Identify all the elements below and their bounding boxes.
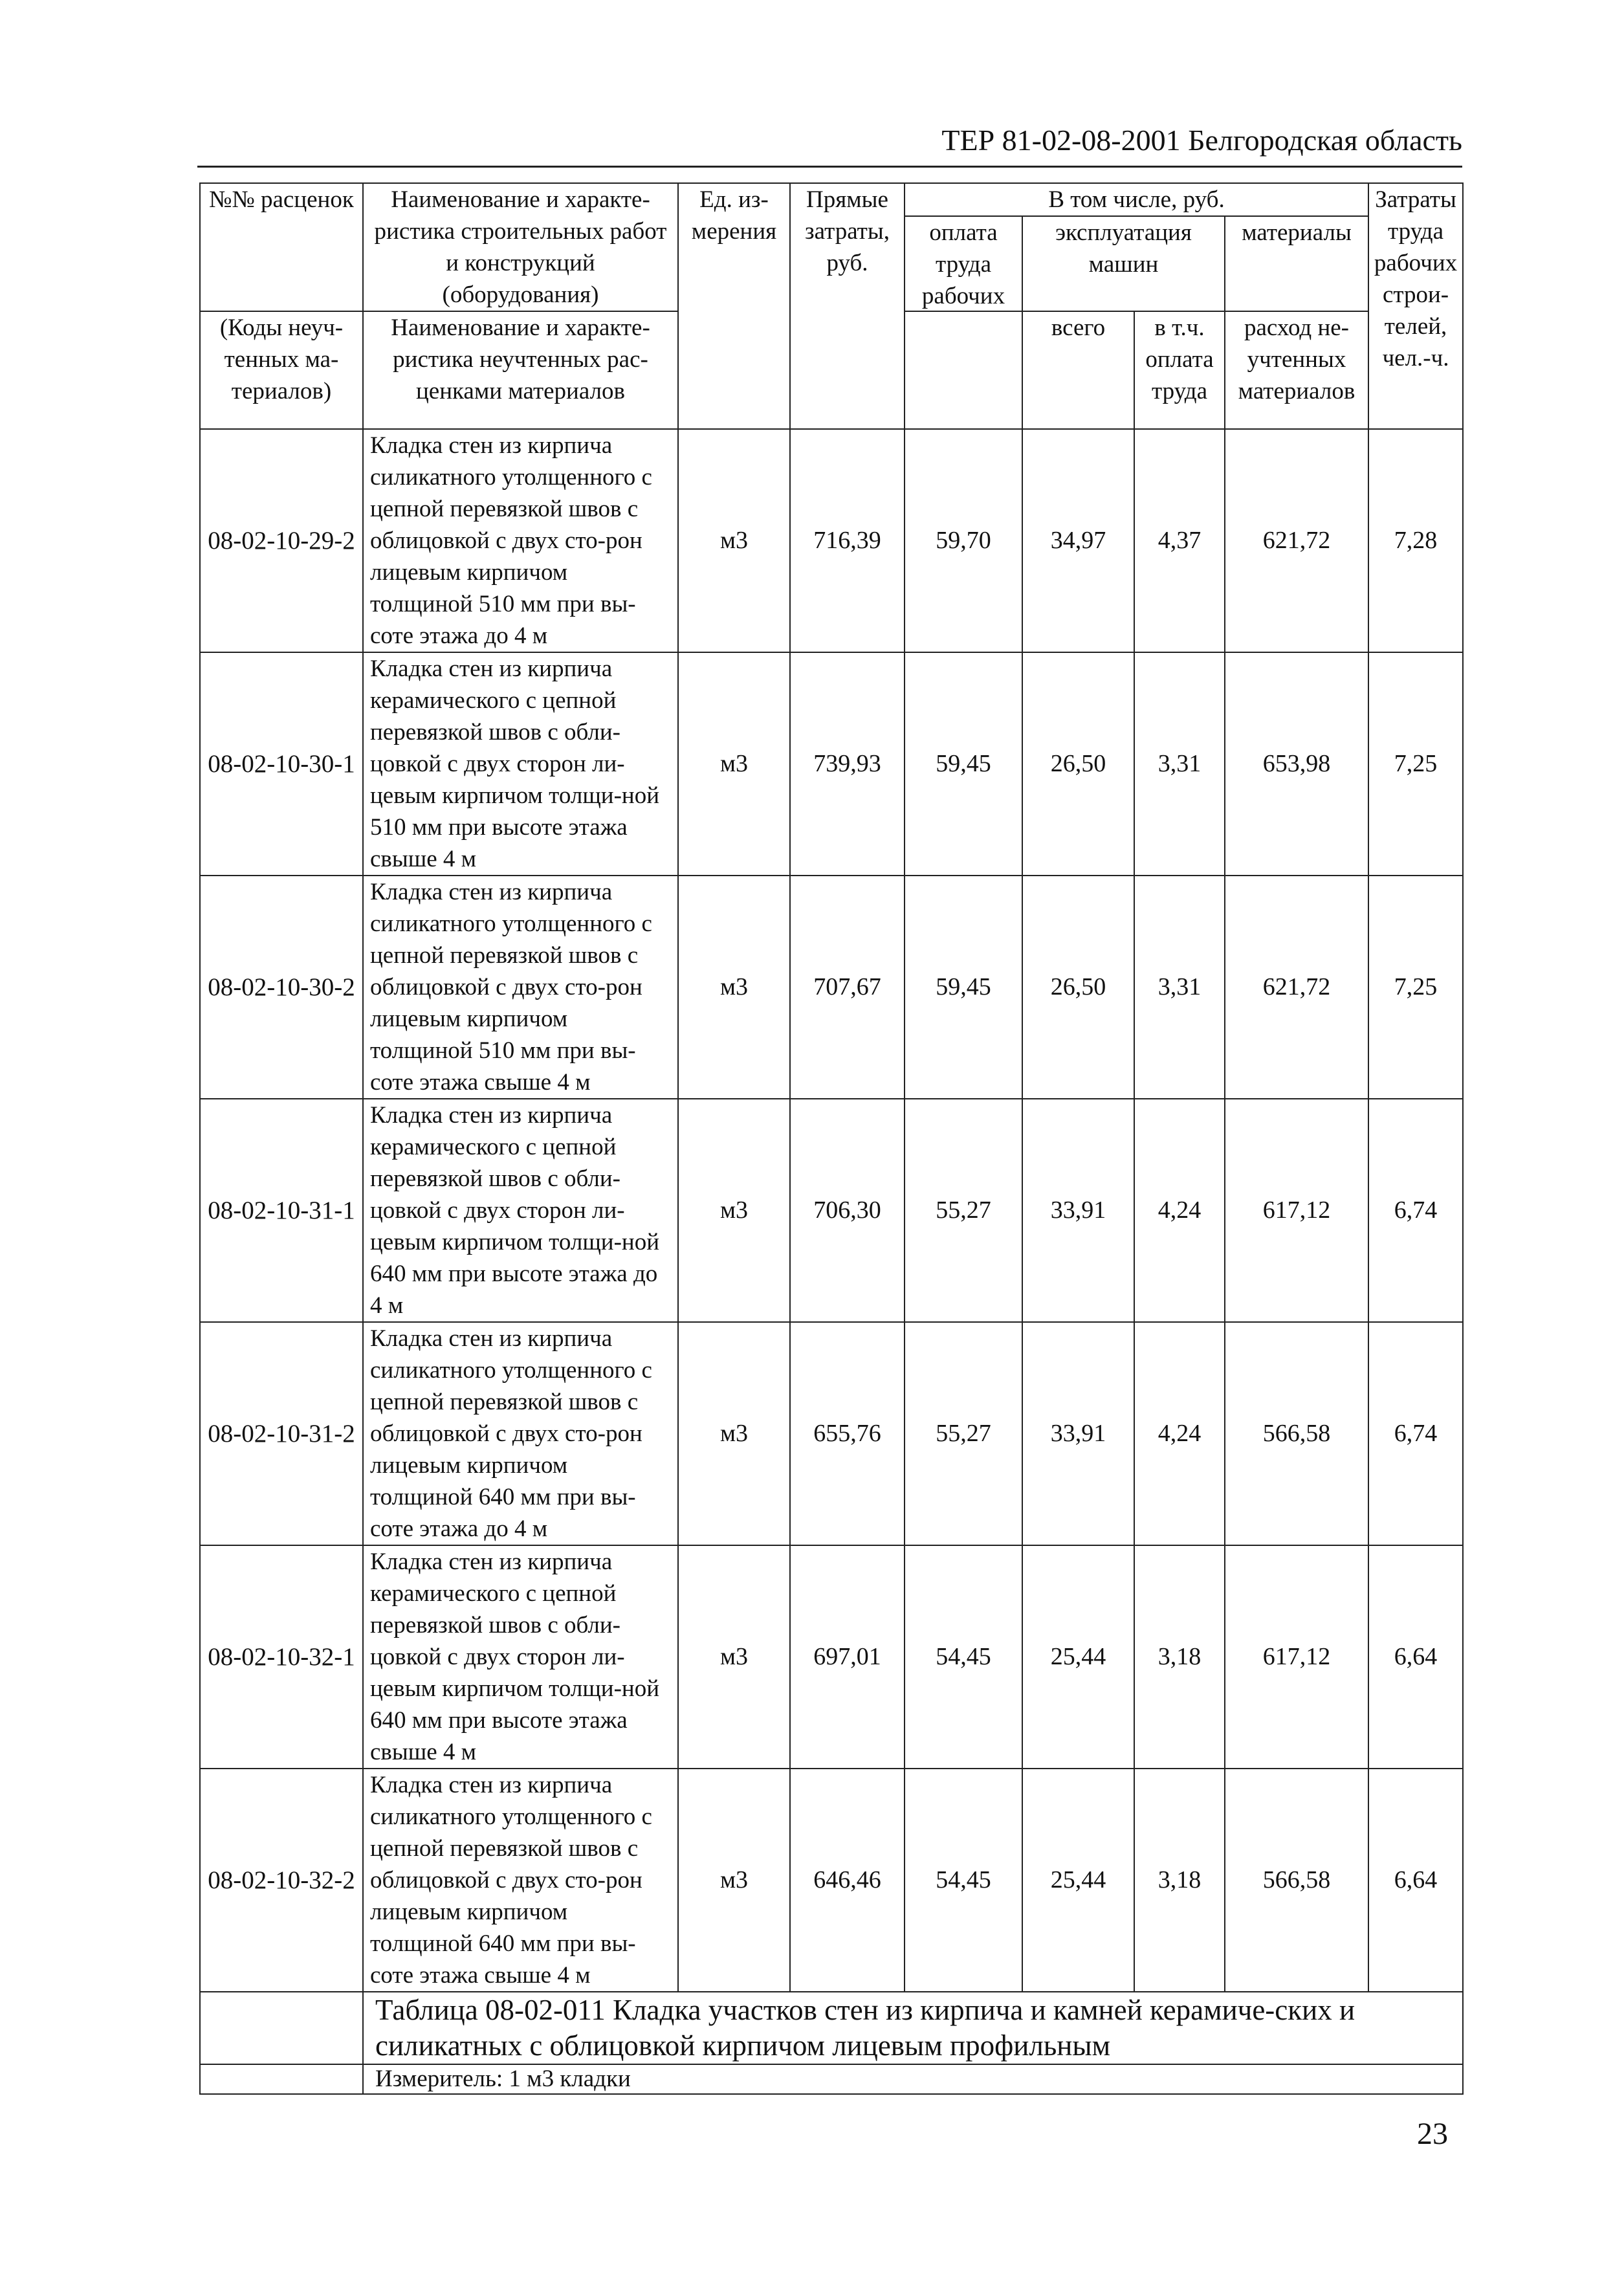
unit-value: м3 [678, 1322, 790, 1545]
machines-labor-pay: 4,37 [1134, 429, 1225, 652]
labor-cost: 6,64 [1368, 1545, 1463, 1769]
table-row [200, 652, 1463, 876]
labor-pay: 55,27 [905, 1322, 1022, 1545]
machines-labor-pay: 4,24 [1134, 1322, 1225, 1545]
section-title: Таблица 08-02-011 Кладка участков стен из кирпича и камней керамиче-ских и силикатных с облицовкой кирпичом лицевым профильным [363, 1992, 1463, 2064]
header-code-bottom: (Коды неуч-тенных ма-териалов) [200, 311, 363, 429]
materials-cost: 653,98 [1225, 652, 1368, 876]
unit-value: м3 [678, 1545, 790, 1769]
measure-unit: Измеритель: 1 м3 кладки [363, 2064, 1463, 2094]
work-description: Кладка стен из кирпича силикатного утолщенного с цепной перевязкой швов с облицовкой с двух сто-рон лицевым кирпичом толщиной 640 мм при вы-соте этажа свыше 4 м [363, 1769, 678, 1992]
header-direct-costs: Прямые затраты, руб. [790, 183, 905, 429]
labor-pay: 59,45 [905, 652, 1022, 876]
direct-cost: 739,93 [790, 652, 905, 876]
rate-code: 08-02-10-31-2 [200, 1322, 363, 1545]
labor-cost: 6,74 [1368, 1099, 1463, 1322]
labor-cost: 7,28 [1368, 429, 1463, 652]
rate-code: 08-02-10-30-2 [200, 876, 363, 1099]
work-description: Кладка стен из кирпича силикатного утолщенного с цепной перевязкой швов с облицовкой с двух сто-рон лицевым кирпичом толщиной 510 мм при вы-соте этажа до 4 м [363, 429, 678, 652]
header-rule [197, 166, 1462, 168]
machines-total: 34,97 [1022, 429, 1134, 652]
work-description: Кладка стен из кирпича керамического с цепной перевязкой швов с обли-цовкой с двух сторон ли-цевым кирпичом толщи-ной 640 мм при высоте этажа свыше 4 м [363, 1545, 678, 1769]
rate-code: 08-02-10-31-1 [200, 1099, 363, 1322]
table-row [200, 1769, 1463, 1992]
labor-cost: 6,74 [1368, 1322, 1463, 1545]
header-name-bottom: Наименование и характе-ристика неучтенных рас-ценками материалов [363, 311, 678, 429]
materials-cost: 621,72 [1225, 876, 1368, 1099]
document-header: ТЕР 81-02-08-2001 Белгородская область [941, 124, 1462, 157]
price-table [199, 182, 1464, 2095]
table-row [200, 1545, 1463, 1769]
header-materials-extra: расход не-учтенных материалов [1225, 311, 1368, 429]
direct-cost: 716,39 [790, 429, 905, 652]
machines-labor-pay: 3,31 [1134, 652, 1225, 876]
machines-total: 26,50 [1022, 652, 1134, 876]
header-unit: Ед. из-мерения [678, 183, 790, 429]
machines-total: 33,91 [1022, 1099, 1134, 1322]
unit-value: м3 [678, 1099, 790, 1322]
rate-code: 08-02-10-32-1 [200, 1545, 363, 1769]
work-description: Кладка стен из кирпича силикатного утолщенного с цепной перевязкой швов с облицовкой с двух сто-рон лицевым кирпичом толщиной 640 мм при вы-соте этажа до 4 м [363, 1322, 678, 1545]
materials-cost: 566,58 [1225, 1769, 1368, 1992]
machines-total: 26,50 [1022, 876, 1134, 1099]
unit-value: м3 [678, 876, 790, 1099]
direct-cost: 655,76 [790, 1322, 905, 1545]
header-code-top: №№ расценок [200, 183, 363, 311]
unit-value: м3 [678, 429, 790, 652]
machines-labor-pay: 3,18 [1134, 1545, 1225, 1769]
labor-cost: 7,25 [1368, 652, 1463, 876]
table-row [200, 1322, 1463, 1545]
labor-pay: 54,45 [905, 1769, 1022, 1992]
header-machines: эксплуатация машин [1023, 217, 1225, 311]
labor-pay: 54,45 [905, 1545, 1022, 1769]
header-machines-labor: в т.ч. оплата труда [1134, 311, 1225, 429]
materials-cost: 566,58 [1225, 1322, 1368, 1545]
direct-cost: 646,46 [790, 1769, 905, 1992]
table-row [200, 429, 1463, 652]
header-name-top: Наименование и характе-ристика строительных работ и конструкций (оборудования) [363, 183, 678, 311]
materials-cost: 617,12 [1225, 1099, 1368, 1322]
rate-code: 08-02-10-30-1 [200, 652, 363, 876]
rate-code: 08-02-10-32-2 [200, 1769, 363, 1992]
machines-total: 25,44 [1022, 1769, 1134, 1992]
rate-code: 08-02-10-29-2 [200, 429, 363, 652]
table-row [200, 1099, 1463, 1322]
materials-cost: 617,12 [1225, 1545, 1368, 1769]
header-labor-pay-empty [905, 311, 1022, 429]
section-title-blank-cell [200, 1992, 363, 2064]
unit-value: м3 [678, 652, 790, 876]
materials-cost: 621,72 [1225, 429, 1368, 652]
machines-labor-pay: 3,31 [1134, 876, 1225, 1099]
labor-pay: 59,70 [905, 429, 1022, 652]
machines-total: 25,44 [1022, 1545, 1134, 1769]
table-row [200, 876, 1463, 1099]
labor-cost: 6,64 [1368, 1769, 1463, 1992]
section-title-row [200, 1992, 1463, 2064]
machines-labor-pay: 3,18 [1134, 1769, 1225, 1992]
work-description: Кладка стен из кирпича керамического с цепной перевязкой швов с обли-цовкой с двух сторон ли-цевым кирпичом толщи-ной 510 мм при высоте этажа свыше 4 м [363, 652, 678, 876]
work-description: Кладка стен из кирпича силикатного утолщенного с цепной перевязкой швов с облицовкой с двух сто-рон лицевым кирпичом толщиной 510 мм при вы-соте этажа свыше 4 м [363, 876, 678, 1099]
machines-total: 33,91 [1022, 1322, 1134, 1545]
header-incl-group [905, 183, 1368, 311]
labor-cost: 7,25 [1368, 876, 1463, 1099]
work-description: Кладка стен из кирпича керамического с цепной перевязкой швов с обли-цовкой с двух сторон ли-цевым кирпичом толщи-ной 640 мм при высоте этажа до 4 м [363, 1099, 678, 1322]
unit-value: м3 [678, 1769, 790, 1992]
page-number: 23 [1417, 2117, 1448, 2151]
labor-pay: 59,45 [905, 876, 1022, 1099]
header-incl-label: В том числе, руб. [905, 184, 1368, 217]
header-machines-total: всего [1022, 311, 1134, 429]
header-labor-cost: Затраты труда рабочих строи-телей, чел.-ч. [1368, 183, 1463, 429]
header-materials: материалы [1242, 219, 1352, 246]
machines-labor-pay: 4,24 [1134, 1099, 1225, 1322]
labor-pay: 55,27 [905, 1099, 1022, 1322]
header-labor-pay: оплата труда рабочих [905, 217, 1023, 311]
direct-cost: 707,67 [790, 876, 905, 1099]
direct-cost: 697,01 [790, 1545, 905, 1769]
direct-cost: 706,30 [790, 1099, 905, 1322]
measure-blank-cell [200, 2064, 363, 2094]
measure-row [200, 2064, 1463, 2094]
